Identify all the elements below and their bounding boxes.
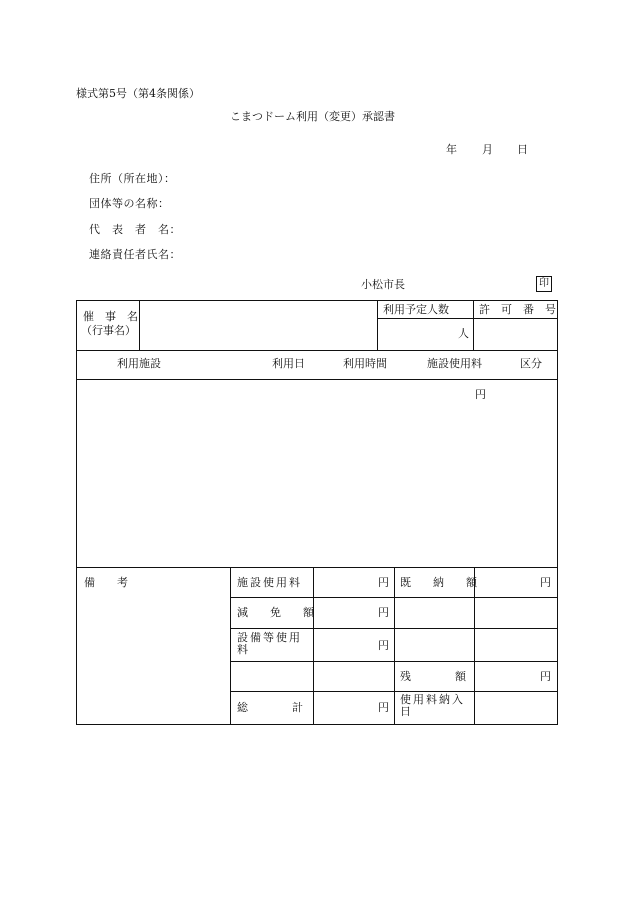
equipment-fee-yen: 円 bbox=[378, 639, 389, 652]
paid-amount-yen: 円 bbox=[540, 576, 551, 589]
facility-fee-label: 施設使用料 bbox=[237, 576, 302, 589]
fees-table bbox=[76, 567, 558, 725]
event-name-label: 催 事 名 bbox=[83, 310, 138, 323]
address-label: 住所（所在地）： bbox=[89, 172, 176, 185]
usage-table bbox=[76, 350, 558, 568]
permit-number-label: 許 可 番 号 bbox=[479, 303, 556, 316]
page-title: こまつドーム利用（変更）承認書 bbox=[230, 110, 395, 123]
seal-mark: 印 bbox=[536, 276, 552, 292]
payment-date-label: 使用料納入日 bbox=[400, 693, 465, 718]
usage-header-category: 区分 bbox=[520, 357, 542, 370]
discount-label: 減 免 額 bbox=[237, 606, 314, 619]
usage-header-date: 利用日 bbox=[272, 357, 305, 370]
event-name-sub-label: （行事名） bbox=[81, 324, 136, 337]
remarks-label: 備 考 bbox=[84, 576, 128, 589]
usage-header-facility: 利用施設 bbox=[117, 357, 161, 370]
representative-label: 代 表 者 名： bbox=[89, 223, 181, 236]
group-name-label: 団体等の名称： bbox=[89, 197, 170, 210]
expected-people-label: 利用予定人数 bbox=[383, 303, 449, 316]
balance-label: 残 額 bbox=[400, 670, 466, 683]
facility-fee-yen: 円 bbox=[378, 576, 389, 589]
discount-yen: 円 bbox=[378, 606, 389, 619]
people-unit: 人 bbox=[458, 327, 469, 340]
equipment-fee-label: 設備等使用料 bbox=[237, 631, 302, 656]
date-year: 年 bbox=[446, 143, 457, 156]
issuer-name: 小松市長 bbox=[361, 278, 405, 291]
paid-amount-label: 既 納 額 bbox=[400, 576, 477, 589]
date-day: 日 bbox=[517, 143, 528, 156]
usage-header-fee: 施設使用料 bbox=[427, 357, 482, 370]
balance-yen: 円 bbox=[540, 670, 551, 683]
date-month: 月 bbox=[482, 143, 493, 156]
form-number: 様式第5号（第4条関係） bbox=[76, 87, 200, 100]
total-label: 総 計 bbox=[237, 701, 303, 714]
usage-header-time: 利用時間 bbox=[343, 357, 387, 370]
usage-fee-yen: 円 bbox=[475, 388, 486, 401]
contact-person-label: 連絡責任者氏名： bbox=[89, 248, 181, 261]
total-yen: 円 bbox=[378, 701, 389, 714]
